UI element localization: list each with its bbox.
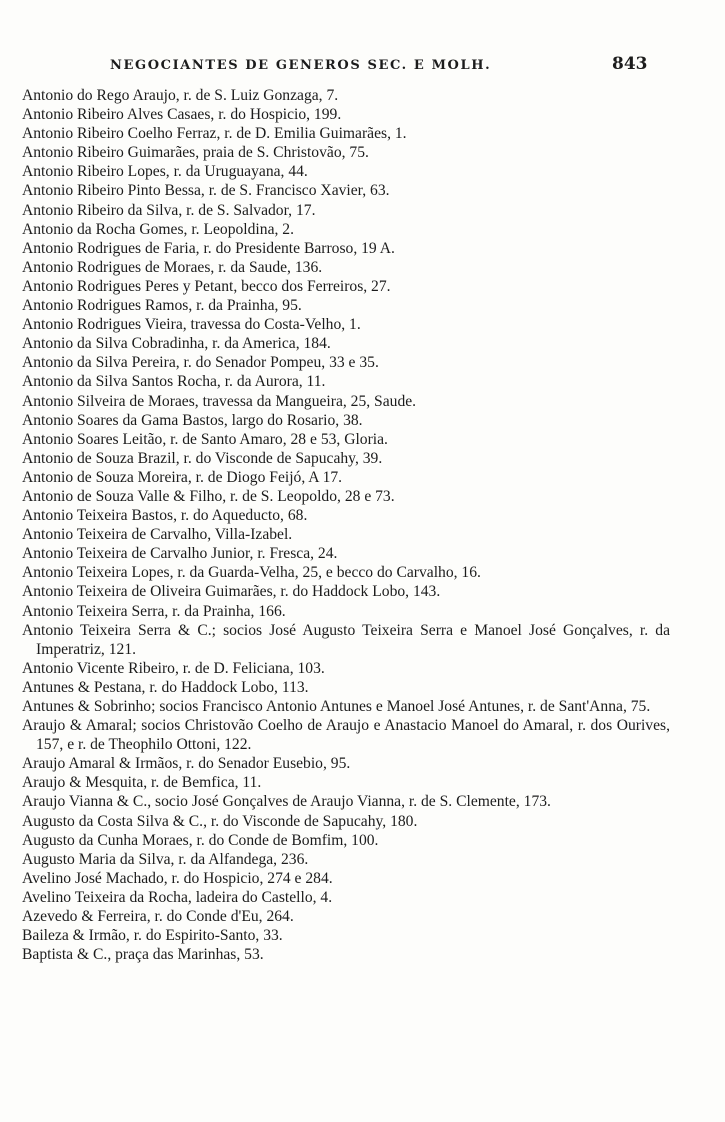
- merchant-entry: Antonio Rodrigues de Moraes, r. da Saude, 136.: [22, 258, 323, 276]
- merchant-entry: Antonio de Souza Moreira, r. de Diogo Feijó, A 17.: [22, 468, 343, 486]
- merchant-entry: Araujo & Amaral; socios Christovão Coelho de Araujo e Anastacio Manoel do Amaral, r. dos Ourives, 157, e r. de Theophilo Ottoni, 122.: [22, 717, 670, 754]
- merchant-entry: Antonio Rodrigues Peres y Petant, becco dos Ferreiros, 27.: [22, 277, 391, 295]
- page-number: 843: [612, 54, 648, 74]
- merchant-entry: Antunes & Sobrinho; socios Francisco Antonio Antunes e Manoel José Antunes, r. de Sant'Anna, 75.: [22, 698, 651, 715]
- merchant-entry: Azevedo & Ferreira, r. do Conde d'Eu, 264.: [22, 908, 294, 926]
- merchant-entry: Antonio Teixeira de Carvalho, Villa-Izabel.: [22, 526, 293, 544]
- merchant-entry: Antonio Rodrigues Ramos, r. da Prainha, 95.: [22, 297, 302, 315]
- merchant-entry: Augusto da Costa Silva & C., r. do Visconde de Sapucahy, 180.: [22, 812, 418, 830]
- merchant-entry-list: [22, 86, 670, 964]
- merchant-entry: Augusto da Cunha Moraes, r. do Conde de Bomfim, 100.: [22, 831, 379, 849]
- merchant-entry: Antonio Teixeira de Carvalho Junior, r. Fresca, 24.: [22, 545, 338, 563]
- merchant-entry: Antonio Ribeiro da Silva, r. de S. Salvador, 17.: [22, 201, 316, 219]
- merchant-entry: Araujo Amaral & Irmãos, r. do Senador Eusebio, 95.: [22, 755, 351, 773]
- merchant-entry: Antonio Vicente Ribeiro, r. de D. Feliciana, 103.: [22, 659, 325, 677]
- merchant-entry: Antonio Rodrigues de Faria, r. do Presidente Barroso, 19 A.: [22, 239, 395, 257]
- merchant-entry: Antonio Teixeira Serra & C.; socios José Augusto Teixeira Serra e Manoel José Gonçalves, r. da Imperatriz, 121.: [22, 621, 670, 658]
- merchant-entry: Avelino Teixeira da Rocha, ladeira do Castello, 4.: [22, 888, 333, 906]
- merchant-entry: Antonio Ribeiro Alves Casaes, r. do Hospicio, 199.: [22, 106, 342, 124]
- merchant-entry: Antonio Ribeiro Coelho Ferraz, r. de D. Emilia Guimarães, 1.: [22, 125, 407, 143]
- merchant-entry: Antonio Silveira de Moraes, travessa da Mangueira, 25, Saude.: [22, 392, 417, 410]
- merchant-entry: Araujo Vianna & C., socio José Gonçalves de Araujo Vianna, r. de S. Clemente, 173.: [22, 793, 551, 811]
- merchant-entry: Antonio da Silva Pereira, r. do Senador Pompeu, 33 e 35.: [22, 354, 379, 372]
- merchant-entry: Antonio Teixeira Serra, r. da Prainha, 166.: [22, 602, 286, 620]
- merchant-entry: Baptista & C., praça das Marinhas, 53.: [22, 946, 264, 964]
- merchant-entry: Augusto Maria da Silva, r. da Alfandega, 236.: [22, 850, 309, 868]
- merchant-entry: Antonio Teixeira Bastos, r. do Aqueducto, 68.: [22, 507, 308, 525]
- merchant-entry: Antonio Ribeiro Pinto Bessa, r. de S. Francisco Xavier, 63.: [22, 182, 390, 200]
- merchant-entry: Antonio de Souza Brazil, r. do Visconde de Sapucahy, 39.: [22, 449, 383, 467]
- running-head: NEGOCIANTES DE GENEROS SEC. E MOLH.: [110, 58, 492, 73]
- merchant-entry: Antonio Ribeiro Lopes, r. da Uruguayana, 44.: [22, 163, 308, 181]
- merchant-entry: Antunes & Pestana, r. do Haddock Lobo, 113.: [22, 678, 309, 696]
- merchant-entry: Antonio Rodrigues Vieira, travessa do Costa-Velho, 1.: [22, 316, 361, 334]
- merchant-entry: Antonio do Rego Araujo, r. de S. Luiz Gonzaga, 7.: [22, 87, 339, 104]
- merchant-entry: Antonio Soares da Gama Bastos, largo do Rosario, 38.: [22, 411, 363, 429]
- merchant-entry: Araujo & Mesquita, r. de Bemfica, 11.: [22, 774, 262, 792]
- merchant-entry: Antonio Ribeiro Guimarães, praia de S. Christovão, 75.: [22, 144, 369, 162]
- merchant-entry: Antonio da Silva Santos Rocha, r. da Aurora, 11.: [22, 373, 326, 391]
- merchant-entry: Antonio Teixeira de Oliveira Guimarães, r. do Haddock Lobo, 143.: [22, 583, 441, 601]
- merchant-entry: Antonio da Rocha Gomes, r. Leopoldina, 2.: [22, 220, 294, 238]
- merchant-entry: Avelino José Machado, r. do Hospicio, 274 e 284.: [22, 869, 333, 887]
- merchant-entry: Antonio Teixeira Lopes, r. da Guarda-Velha, 25, e becco do Carvalho, 16.: [22, 564, 481, 582]
- merchant-entry: Antonio Soares Leitão, r. de Santo Amaro, 28 e 53, Gloria.: [22, 430, 388, 448]
- merchant-entry: Antonio da Silva Cobradinha, r. da America, 184.: [22, 335, 331, 353]
- merchant-entry: Baileza & Irmão, r. do Espirito-Santo, 33.: [22, 927, 283, 945]
- merchant-entry: Antonio de Souza Valle & Filho, r. de S. Leopoldo, 28 e 73.: [22, 487, 395, 505]
